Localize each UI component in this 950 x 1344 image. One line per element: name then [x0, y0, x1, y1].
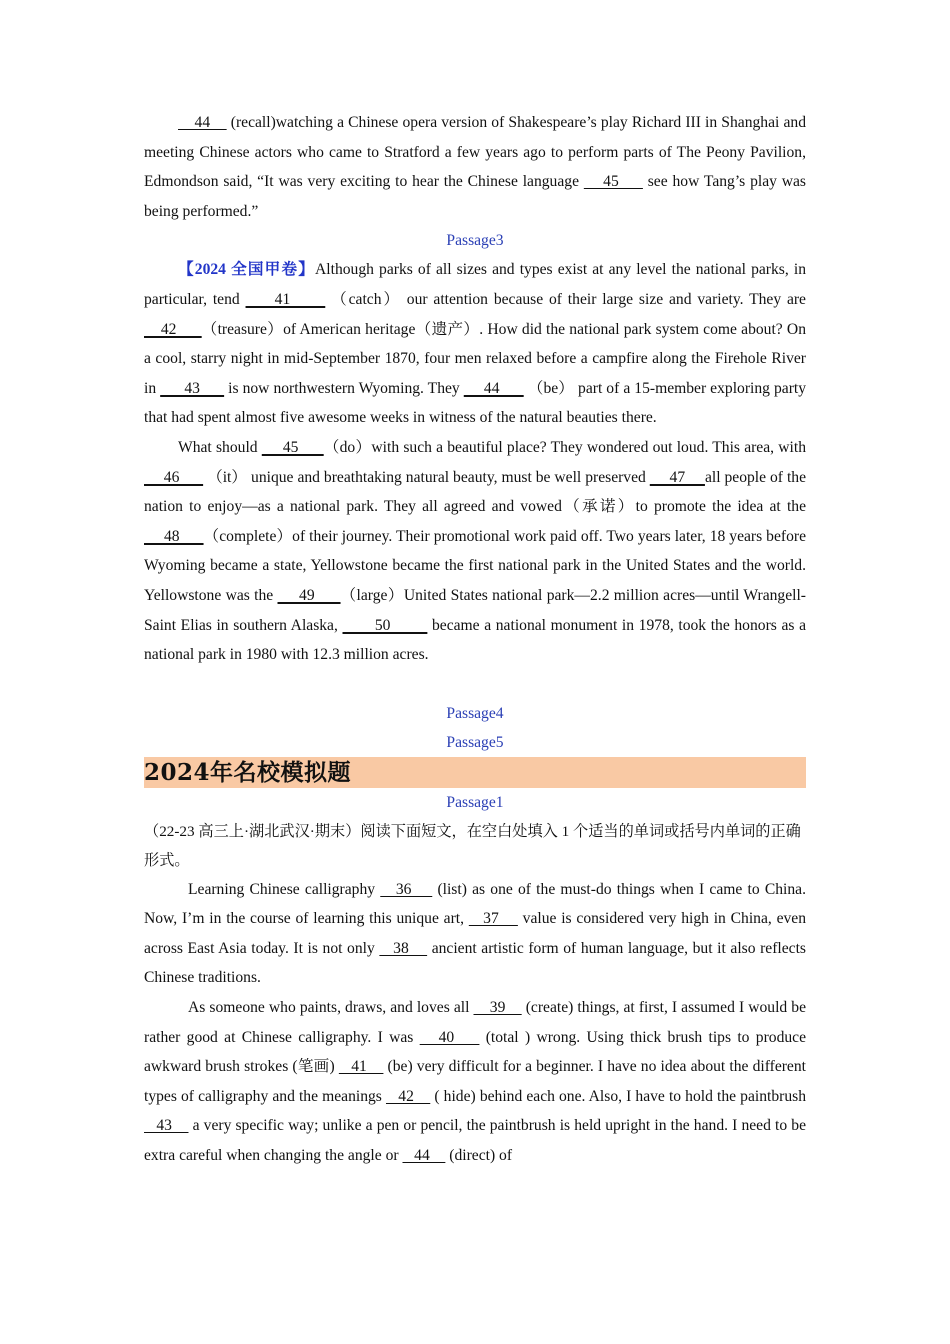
blank-41[interactable]: 41 [338, 1058, 384, 1076]
text-segment: （be） part of a 15-member exploring party that had spent almost five awesome weeks in witness of the natural beauties there. [144, 379, 807, 427]
text-segment: Although parks of all sizes and types exist at any level the national parks, in particular, tend [144, 261, 806, 308]
blank-44[interactable]: 44 [463, 379, 524, 397]
text-segment: ancient artistic form of human language, but it also reflects Chinese traditions. [144, 939, 806, 987]
text-segment: became a national monument in 1978, took the honors as a national park in 1980 with 12.3 million acres. [144, 616, 806, 664]
blank-43[interactable]: 43 [160, 379, 225, 397]
spacer [144, 670, 806, 699]
text-segment: （do）with such a beautiful place? They wondered out loud. This area, with [323, 438, 806, 456]
text-segment: （large）United States national park—2.2 million acres—until Wrangell-Saint Elias in southern Alaska, [144, 586, 806, 634]
exam-source-tag: 【2024 全国甲卷】 [178, 261, 316, 279]
blank-37[interactable]: 37 [468, 910, 518, 928]
passage5-title: Passage5 [446, 733, 504, 751]
text-segment: (recall)watching a Chinese opera version of Shakespeare’s play Richard III in Shanghai and meeting Chinese actors who came to Stratford a few years ago to perform parts of The Peony Pavilion, Edmondson said, “It was very exciting to hear the Chinese language [144, 114, 806, 191]
text-segment: Learning Chinese calligraphy [188, 880, 381, 898]
passage1-paragraph-1 [144, 875, 806, 993]
passage3-title: Passage3 [446, 232, 504, 250]
text-segment: ( hide) behind each one. Also, I have to hold the paintbrush [430, 1087, 806, 1105]
text-segment: （treasure）of American heritage（遗产）. How did the national park system come about? On a cool, starry night in mid-September 1870, four men relaxed before a campfire along the Firehole River in [144, 320, 806, 397]
text-segment: value is considered very high in China, even across East Asia today. It is not only [144, 910, 807, 957]
passage3-paragraph-2 [144, 433, 806, 670]
blank-45[interactable]: 45 [261, 438, 324, 456]
document-page [144, 108, 806, 1171]
blank-46[interactable]: 46 [144, 468, 204, 486]
text-segment: （complete）of their journey. Their promotional work paid off. Two years later, 18 years before Wyoming became a state, Yellowstone became the first national park in the United States and the world. Yellowstone was the [144, 527, 806, 604]
blank-42[interactable]: 42 [385, 1087, 431, 1105]
blank-44[interactable]: 44 [178, 114, 227, 131]
instructions-note: （22-23 高三上·湖北武汉·期末）阅读下面短文，在空白处填入 1 个适当的单词或括号内单词的正确形式。 [144, 822, 801, 869]
blank-39[interactable]: 39 [473, 999, 522, 1017]
blank-50[interactable]: 50 [342, 616, 428, 634]
passage2-tail-paragraph [144, 108, 806, 226]
blank-36[interactable]: 36 [380, 880, 433, 898]
passage1-title: Passage1 [446, 793, 504, 811]
blank-40[interactable]: 40 [419, 1028, 480, 1046]
blank-45[interactable]: 45 [583, 173, 643, 191]
text-segment: (total ) wrong. Using thick brush tips to produce awkward brush strokes (笔画) [144, 1028, 807, 1076]
blank-41[interactable]: 41 [245, 290, 326, 308]
text-segment: What should [178, 438, 262, 456]
passage4-title: Passage4 [446, 704, 504, 722]
text-segment: is now northwestern Wyoming. They [224, 379, 464, 397]
text-segment: As someone who paints, draws, and loves all [188, 999, 474, 1017]
text-segment: (list) as one of the must-do things when I came to China. Now, I’m in the course of learning this unique art, [144, 880, 807, 928]
blank-49[interactable]: 49 [277, 586, 341, 604]
passage3-paragraph-1 [144, 255, 806, 433]
blank-38[interactable]: 38 [379, 939, 428, 957]
blank-42[interactable]: 42 [144, 320, 202, 338]
text-segment: (direct) of [445, 1147, 513, 1165]
text-segment: all people of the nation to enjoy—as a national park. They all agreed and vowed（承诺）to promote the idea at the [144, 468, 806, 516]
blank-43[interactable]: 43 [144, 1117, 189, 1135]
blank-44[interactable]: 44 [402, 1147, 446, 1165]
section-heading: 2024年名校模拟题 [144, 757, 806, 788]
text-segment: see how Tang’s play was being performed.” [144, 173, 806, 220]
text-segment: a very specific way; unlike a pen or pencil, the paintbrush is held upright in the hand. I need to be extra careful when changing the angle or [144, 1117, 806, 1165]
text-segment: （catch） our attention because of their large size and variety. They are [325, 290, 806, 308]
blank-48[interactable]: 48 [144, 527, 204, 545]
passage1-paragraph-2 [144, 993, 806, 1171]
text-segment: (be) very difficult for a beginner. I have no idea about the different types of calligraphy and the meanings [144, 1058, 806, 1105]
blank-47[interactable]: 47 [649, 468, 705, 486]
text-segment: （it） unique and breathtaking natural beauty, must be well preserved [203, 468, 650, 486]
text-segment: (create) things, at first, I assumed I would be rather good at Chinese calligraphy. I was [144, 999, 806, 1046]
